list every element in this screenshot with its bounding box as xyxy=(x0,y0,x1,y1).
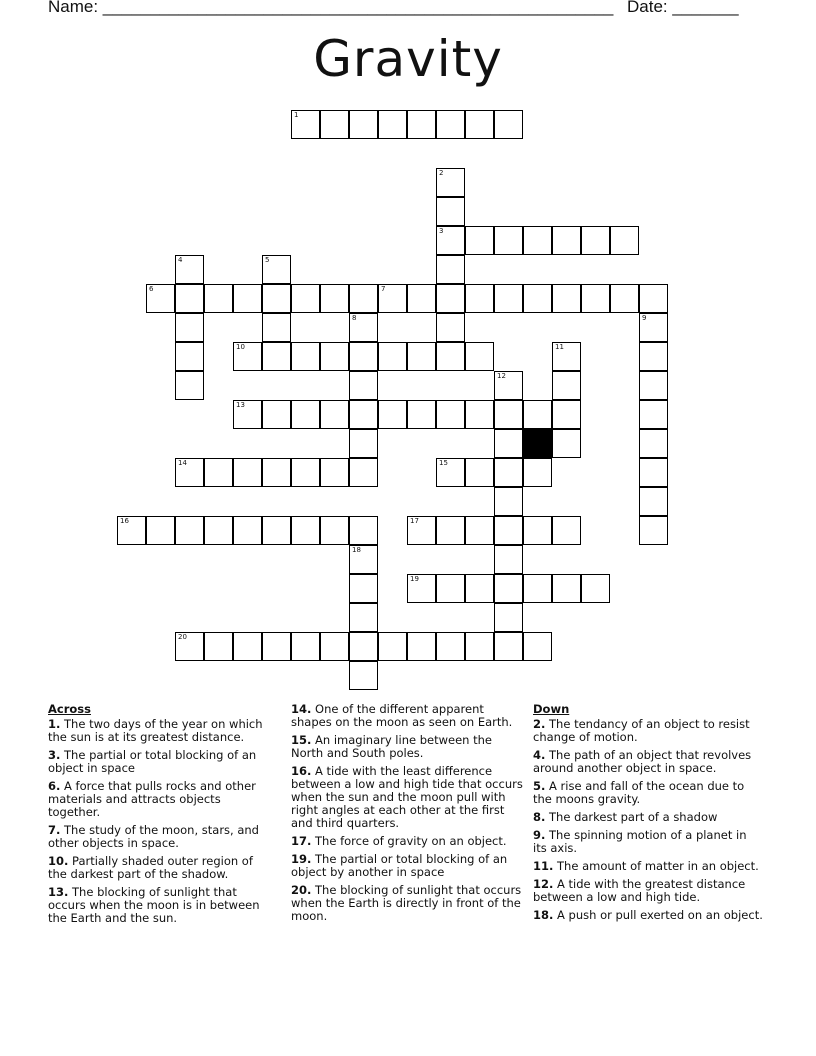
grid-cell[interactable] xyxy=(291,342,320,371)
grid-cell[interactable] xyxy=(175,516,204,545)
grid-cell[interactable] xyxy=(262,458,291,487)
grid-cell[interactable] xyxy=(523,458,552,487)
grid-cell[interactable] xyxy=(233,400,262,429)
clue-item xyxy=(291,835,523,848)
grid-cell[interactable] xyxy=(494,226,523,255)
clue-number: 2. xyxy=(533,717,546,731)
clue-text: A rise and fall of the ocean due to the moons gravity. xyxy=(533,779,745,806)
blocked-cell xyxy=(523,429,552,458)
grid-cell[interactable] xyxy=(262,632,291,661)
cell-number: 19 xyxy=(410,575,419,583)
grid-cell[interactable] xyxy=(494,284,523,313)
grid-cell[interactable] xyxy=(552,574,581,603)
grid-cell[interactable] xyxy=(349,429,378,458)
cell-number: 12 xyxy=(497,372,506,380)
grid-cell[interactable] xyxy=(175,284,204,313)
clue-item xyxy=(291,734,523,760)
cell-number: 7 xyxy=(381,285,386,293)
clue-number: 11. xyxy=(533,859,554,873)
grid-cell[interactable] xyxy=(465,458,494,487)
name-field-line[interactable]: Name: ______________________________________________________ xyxy=(48,0,614,16)
grid-cell[interactable] xyxy=(639,371,668,400)
clue-item xyxy=(291,765,523,830)
grid-cell[interactable] xyxy=(494,603,523,632)
grid-cell[interactable] xyxy=(291,516,320,545)
cell-number: 2 xyxy=(439,169,444,177)
clue-number: 16. xyxy=(291,764,312,778)
clue-number: 19. xyxy=(291,852,312,866)
grid-cell[interactable] xyxy=(349,661,378,690)
grid-cell[interactable] xyxy=(494,458,523,487)
grid-cell[interactable] xyxy=(407,400,436,429)
grid-cell[interactable] xyxy=(378,342,407,371)
clue-text: The partial or total blocking of an object by another in space xyxy=(291,852,508,879)
across-clue-list-continued xyxy=(291,703,523,923)
grid-cell[interactable] xyxy=(175,632,204,661)
grid-cell[interactable] xyxy=(407,574,436,603)
clue-text: The blocking of sunlight that occurs when the moon is in between the Earth and the sun. xyxy=(48,885,260,925)
page-title: Gravity xyxy=(313,30,503,88)
grid-cell[interactable] xyxy=(523,400,552,429)
grid-cell[interactable] xyxy=(262,342,291,371)
grid-cell[interactable] xyxy=(639,400,668,429)
grid-cell[interactable] xyxy=(262,400,291,429)
grid-cell[interactable] xyxy=(581,226,610,255)
clue-number: 17. xyxy=(291,834,312,848)
grid-cell[interactable] xyxy=(349,603,378,632)
grid-cell[interactable] xyxy=(494,487,523,516)
grid-cell[interactable] xyxy=(639,429,668,458)
clue-item xyxy=(533,749,763,775)
clue-item xyxy=(533,909,763,922)
grid-cell[interactable] xyxy=(291,284,320,313)
clue-number: 9. xyxy=(533,828,546,842)
clue-item xyxy=(533,811,763,824)
clue-text: The force of gravity on an object. xyxy=(311,834,507,848)
cell-number: 14 xyxy=(178,459,187,467)
clue-text: A push or pull exerted on an object. xyxy=(553,908,763,922)
clue-text: The spinning motion of a planet in its axis. xyxy=(533,828,747,855)
grid-cell[interactable] xyxy=(204,516,233,545)
clue-item xyxy=(533,718,763,744)
grid-cell[interactable] xyxy=(552,371,581,400)
grid-cell[interactable] xyxy=(262,255,291,284)
grid-cell[interactable] xyxy=(436,313,465,342)
grid-cell[interactable] xyxy=(349,313,378,342)
grid-cell[interactable] xyxy=(378,400,407,429)
clue-number: 12. xyxy=(533,877,554,891)
grid-cell[interactable] xyxy=(175,371,204,400)
clue-item xyxy=(533,878,763,904)
grid-cell[interactable] xyxy=(175,342,204,371)
grid-cell[interactable] xyxy=(204,284,233,313)
grid-cell[interactable] xyxy=(494,545,523,574)
clue-text: The blocking of sunlight that occurs when the Earth is directly in front of the moon. xyxy=(291,883,522,923)
grid-cell[interactable] xyxy=(349,545,378,574)
grid-cell[interactable] xyxy=(407,516,436,545)
down-clues-column xyxy=(533,703,763,927)
cell-number: 16 xyxy=(120,517,129,525)
grid-cell[interactable] xyxy=(494,110,523,139)
grid-cell[interactable] xyxy=(291,632,320,661)
cell-number: 9 xyxy=(642,314,647,322)
clue-text: A tide with the least difference between a low and high tide that occurs when the sun and the moon pull with right angles at each other at the first and third quarters. xyxy=(291,764,523,830)
clue-item xyxy=(48,749,273,775)
grid-cell[interactable] xyxy=(407,342,436,371)
grid-cell[interactable] xyxy=(436,400,465,429)
cell-number: 1 xyxy=(294,111,299,119)
grid-cell[interactable] xyxy=(494,429,523,458)
clue-item xyxy=(48,718,273,744)
grid-cell[interactable] xyxy=(465,110,494,139)
grid-cell[interactable] xyxy=(581,284,610,313)
grid-cell[interactable] xyxy=(349,284,378,313)
clue-text: The tendancy of an object to resist change of motion. xyxy=(533,717,750,744)
cell-number: 20 xyxy=(178,633,187,641)
down-heading: Down xyxy=(533,702,570,716)
grid-cell[interactable] xyxy=(523,284,552,313)
grid-cell[interactable] xyxy=(552,516,581,545)
grid-cell[interactable] xyxy=(465,284,494,313)
grid-cell[interactable] xyxy=(552,284,581,313)
clue-text: Partially shaded outer region of the darkest part of the shadow. xyxy=(48,854,253,881)
cell-number: 8 xyxy=(352,314,357,322)
grid-cell[interactable] xyxy=(349,342,378,371)
grid-cell[interactable] xyxy=(262,284,291,313)
grid-cell[interactable] xyxy=(320,284,349,313)
grid-cell[interactable] xyxy=(494,516,523,545)
clue-number: 8. xyxy=(533,810,546,824)
grid-cell[interactable] xyxy=(552,226,581,255)
grid-cell[interactable] xyxy=(465,632,494,661)
clue-number: 6. xyxy=(48,779,61,793)
grid-cell[interactable] xyxy=(639,284,668,313)
clue-item xyxy=(291,884,523,923)
grid-cell[interactable] xyxy=(175,458,204,487)
grid-cell[interactable] xyxy=(233,342,262,371)
clue-number: 18. xyxy=(533,908,554,922)
grid-cell[interactable] xyxy=(291,110,320,139)
grid-cell[interactable] xyxy=(407,110,436,139)
clue-number: 20. xyxy=(291,883,312,897)
grid-cell[interactable] xyxy=(523,632,552,661)
grid-cell[interactable] xyxy=(233,516,262,545)
cell-number: 5 xyxy=(265,256,270,264)
grid-cell[interactable] xyxy=(552,400,581,429)
grid-cell[interactable] xyxy=(233,284,262,313)
grid-cell[interactable] xyxy=(291,458,320,487)
grid-cell[interactable] xyxy=(552,429,581,458)
grid-cell[interactable] xyxy=(349,110,378,139)
grid-cell[interactable] xyxy=(639,342,668,371)
clue-number: 3. xyxy=(48,748,61,762)
clue-item xyxy=(48,780,273,819)
clue-item xyxy=(48,824,273,850)
cell-number: 10 xyxy=(236,343,245,351)
grid-cell[interactable] xyxy=(436,284,465,313)
clue-number: 14. xyxy=(291,702,312,716)
across-clues-column xyxy=(48,703,273,930)
grid-cell[interactable] xyxy=(465,516,494,545)
grid-cell[interactable] xyxy=(378,284,407,313)
grid-cell[interactable] xyxy=(378,632,407,661)
grid-cell[interactable] xyxy=(523,516,552,545)
clue-number: 5. xyxy=(533,779,546,793)
grid-cell[interactable] xyxy=(349,371,378,400)
grid-cell[interactable] xyxy=(262,516,291,545)
across-clue-list xyxy=(48,718,273,925)
date-field-line[interactable]: Date: _______ xyxy=(627,0,739,16)
clue-item xyxy=(291,853,523,879)
grid-cell[interactable] xyxy=(581,574,610,603)
clue-number: 15. xyxy=(291,733,312,747)
clue-number: 13. xyxy=(48,885,69,899)
grid-cell[interactable] xyxy=(436,110,465,139)
clue-text: The amount of matter in an object. xyxy=(553,859,759,873)
grid-cell[interactable] xyxy=(204,458,233,487)
grid-cell[interactable] xyxy=(639,458,668,487)
grid-cell[interactable] xyxy=(320,516,349,545)
grid-cell[interactable] xyxy=(436,632,465,661)
grid-cell[interactable] xyxy=(320,458,349,487)
clue-text: An imaginary line between the North and South poles. xyxy=(291,733,492,760)
grid-cell[interactable] xyxy=(552,342,581,371)
grid-cell[interactable] xyxy=(436,255,465,284)
grid-cell[interactable] xyxy=(436,574,465,603)
grid-cell[interactable] xyxy=(349,400,378,429)
clue-number: 10. xyxy=(48,854,69,868)
clue-text: The study of the moon, stars, and other objects in space. xyxy=(48,823,259,850)
grid-cell[interactable] xyxy=(117,516,146,545)
grid-cell[interactable] xyxy=(320,400,349,429)
grid-cell[interactable] xyxy=(320,110,349,139)
grid-cell[interactable] xyxy=(407,632,436,661)
grid-cell[interactable] xyxy=(349,516,378,545)
across-heading: Across xyxy=(48,702,91,716)
clue-item xyxy=(48,886,273,925)
grid-cell[interactable] xyxy=(523,574,552,603)
cell-number: 18 xyxy=(352,546,361,554)
grid-cell[interactable] xyxy=(494,574,523,603)
grid-cell[interactable] xyxy=(378,110,407,139)
clue-text: A tide with the greatest distance between a low and high tide. xyxy=(533,877,746,904)
grid-cell[interactable] xyxy=(436,458,465,487)
grid-cell[interactable] xyxy=(233,632,262,661)
grid-cell[interactable] xyxy=(639,516,668,545)
grid-cell[interactable] xyxy=(146,516,175,545)
clue-item xyxy=(533,780,763,806)
cell-number: 15 xyxy=(439,459,448,467)
clue-text: A force that pulls rocks and other materials and attracts objects together. xyxy=(48,779,256,819)
grid-cell[interactable] xyxy=(436,516,465,545)
grid-cell[interactable] xyxy=(465,226,494,255)
grid-cell[interactable] xyxy=(523,226,552,255)
grid-cell[interactable] xyxy=(610,226,639,255)
cell-number: 17 xyxy=(410,517,419,525)
grid-cell[interactable] xyxy=(175,255,204,284)
grid-cell[interactable] xyxy=(465,574,494,603)
grid-cell[interactable] xyxy=(262,313,291,342)
clue-number: 7. xyxy=(48,823,61,837)
grid-cell[interactable] xyxy=(436,342,465,371)
clue-number: 4. xyxy=(533,748,546,762)
grid-cell[interactable] xyxy=(639,487,668,516)
grid-cell[interactable] xyxy=(349,574,378,603)
grid-cell[interactable] xyxy=(349,458,378,487)
grid-cell[interactable] xyxy=(494,371,523,400)
clue-text: The darkest part of a shadow xyxy=(545,810,718,824)
grid-cell[interactable] xyxy=(320,632,349,661)
grid-cell[interactable] xyxy=(436,168,465,197)
grid-cell[interactable] xyxy=(146,284,175,313)
clue-text: The partial or total blocking of an object in space xyxy=(48,748,257,775)
grid-cell[interactable] xyxy=(175,313,204,342)
grid-cell[interactable] xyxy=(494,632,523,661)
grid-cell[interactable] xyxy=(610,284,639,313)
clue-item xyxy=(48,855,273,881)
grid-cell[interactable] xyxy=(436,226,465,255)
cell-number: 4 xyxy=(178,256,183,264)
grid-cell[interactable] xyxy=(407,284,436,313)
clue-text: One of the different apparent shapes on the moon as seen on Earth. xyxy=(291,702,513,729)
grid-cell[interactable] xyxy=(233,458,262,487)
cell-number: 11 xyxy=(555,343,564,351)
across-clues-continued-column xyxy=(291,703,523,928)
grid-cell[interactable] xyxy=(349,632,378,661)
grid-cell[interactable] xyxy=(465,342,494,371)
grid-cell[interactable] xyxy=(320,342,349,371)
clue-item xyxy=(291,703,523,729)
grid-cell[interactable] xyxy=(436,197,465,226)
cell-number: 3 xyxy=(439,227,444,235)
cell-number: 13 xyxy=(236,401,245,409)
clue-item xyxy=(533,860,763,873)
grid-cell[interactable] xyxy=(465,400,494,429)
clue-text: The path of an object that revolves around another object in space. xyxy=(533,748,752,775)
grid-cell[interactable] xyxy=(204,632,233,661)
clue-text: The two days of the year on which the sun is at its greatest distance. xyxy=(48,717,263,744)
grid-cell[interactable] xyxy=(639,313,668,342)
cell-number: 6 xyxy=(149,285,154,293)
clue-item xyxy=(533,829,763,855)
grid-cell[interactable] xyxy=(494,400,523,429)
grid-cell[interactable] xyxy=(291,400,320,429)
down-clue-list xyxy=(533,718,763,922)
clue-number: 1. xyxy=(48,717,61,731)
